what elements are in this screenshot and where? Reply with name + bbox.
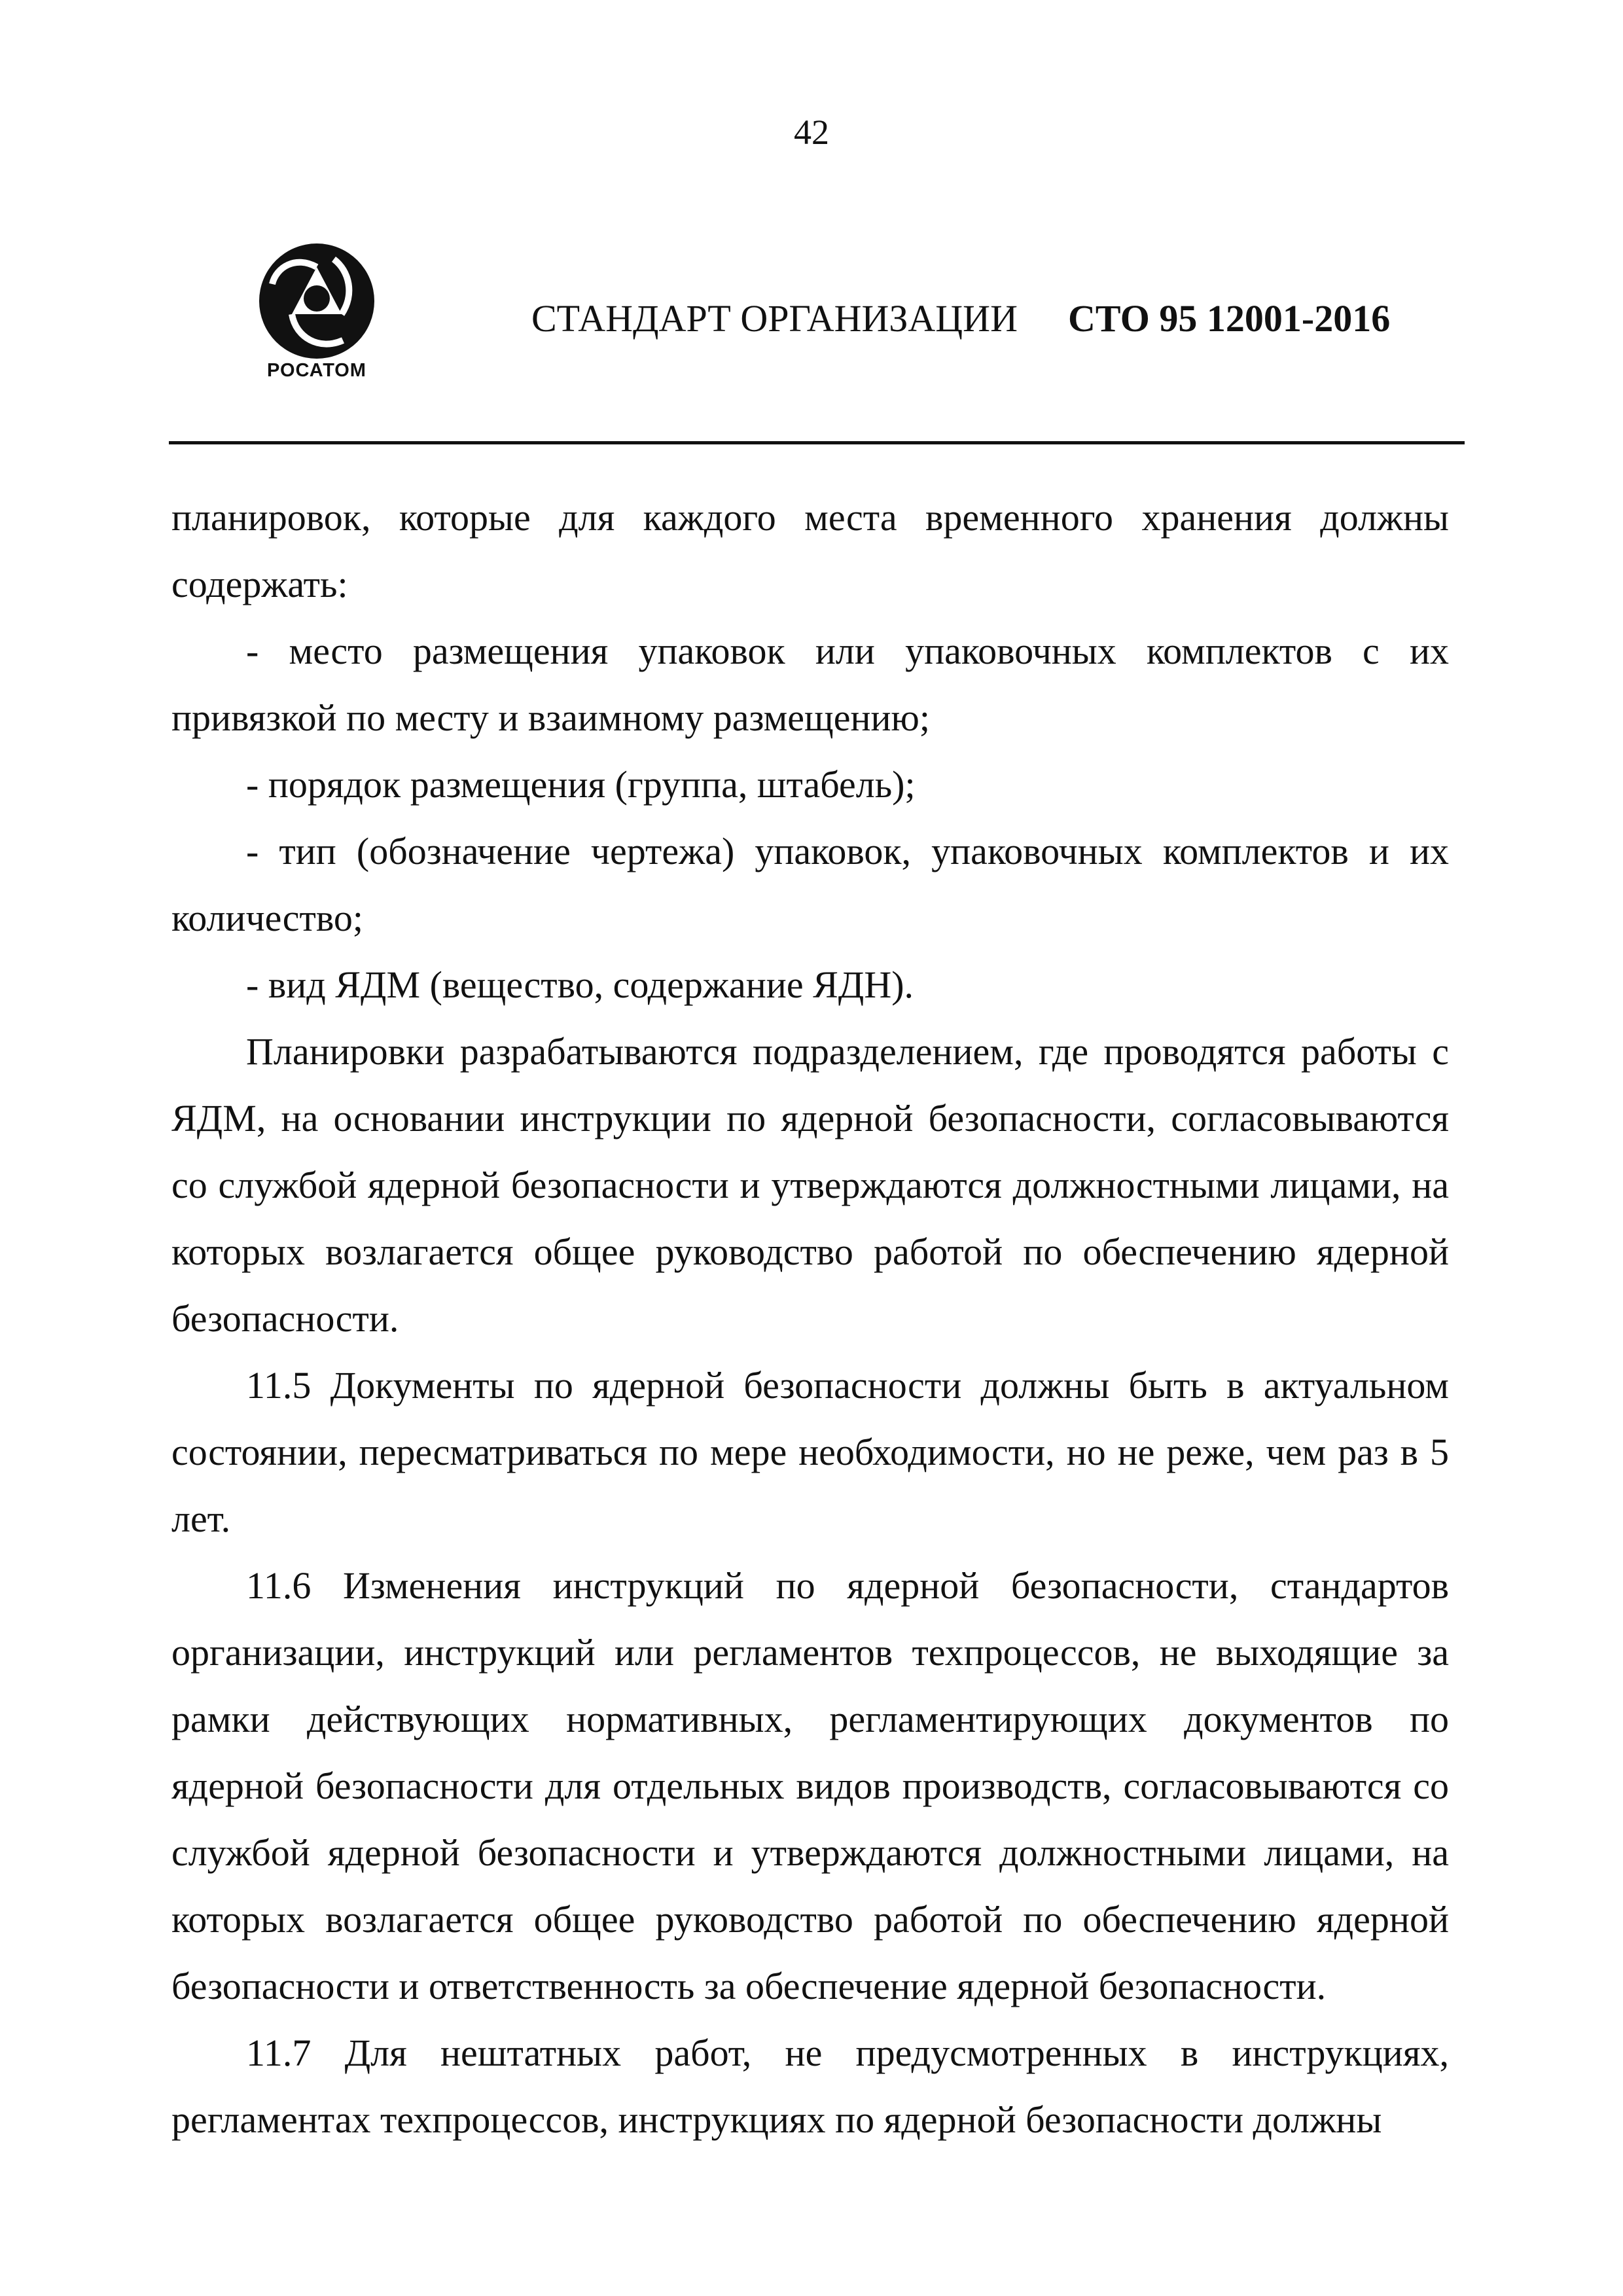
paragraph: планировок, которые для каждого места временного хранения должны содержать:: [171, 496, 1449, 605]
standard-title: СТАНДАРТ ОРГАНИЗАЦИИ: [531, 297, 1018, 340]
list-item: - порядок размещения (группа, штабель);: [246, 763, 916, 806]
section-11-6: 11.6 Изменения инструкций по ядерной безопасности, стандартов организации, инструкций или регламентов техпроцессов, не выходящие за рамки действующих нормативных, регламентирующих документов по ядерной безопасности для отдельных видов производств, согласовываются со службой ядерной безопасности и утверждаются должностными лицами, на которых возлагается общее руководство работой по обеспечению ядерной безопасности и ответственность за обеспечение ядерной безопасности.: [171, 1564, 1449, 2007]
paragraph: Планировки разрабатываются подразделением, где проводятся работы с ЯДМ, на основании инструкции по ядерной безопасности, согласовываются со службой ядерной безопасности и утверждаются должностными лицами, на которых возлагается общее руководство работой по обеспечению ядерной безопасности.: [171, 1030, 1449, 1340]
section-11-5: 11.5 Документы по ядерной безопасности должны быть в актуальном состоянии, пересматриваться по мере необходимости, но не реже, чем раз в 5 лет.: [171, 1364, 1449, 1540]
page-number: 42: [794, 113, 829, 152]
list-item: - тип (обозначение чертежа) упаковок, упаковочных комплектов и их количество;: [171, 830, 1449, 939]
rosatom-logo-icon: [257, 241, 377, 361]
section-11-7: 11.7 Для нештатных работ, не предусмотренных в инструкциях, регламентах техпроцессов, инструкциях по ядерной безопасности должны: [171, 2032, 1449, 2141]
body-text: [171, 484, 1449, 2153]
logo-text: РОСАТОМ: [267, 360, 366, 381]
list-item: - место размещения упаковок или упаковочных комплектов с их привязкой по месту и взаимному размещению;: [171, 630, 1449, 739]
list-item: - вид ЯДМ (вещество, содержание ЯДН).: [246, 963, 914, 1006]
header-divider: [169, 441, 1465, 444]
rosatom-logo: [251, 241, 382, 385]
standard-code: СТО 95 12001-2016: [1068, 297, 1391, 340]
